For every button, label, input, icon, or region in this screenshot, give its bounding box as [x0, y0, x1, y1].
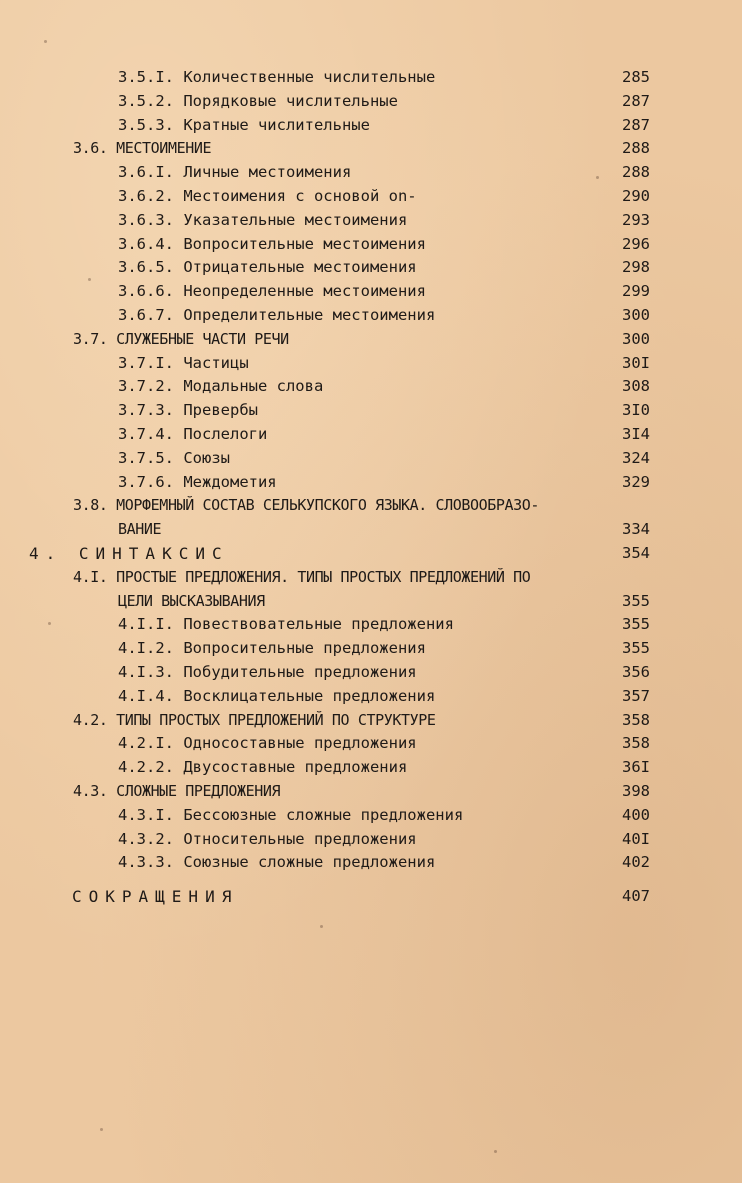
toc-entry-page-number: 356 [622, 662, 650, 681]
toc-entry-page-number: 324 [622, 448, 650, 467]
toc-entry-page-number: 296 [622, 234, 650, 253]
toc-entry-page-number: 334 [622, 520, 650, 539]
toc-entry [0, 447, 742, 471]
toc-entry-page-number: 288 [622, 163, 650, 182]
paper-speck [320, 925, 323, 928]
toc-entry-title: 4.2. ТИПЫ ПРОСТЫХ ПРЕДЛОЖЕНИЙ ПО СТРУКТУРЕ [73, 710, 436, 729]
toc-entry-page-number: 293 [622, 210, 650, 229]
toc-entry-page-number: 298 [622, 258, 650, 277]
toc-entry-page-number: 287 [622, 91, 650, 110]
toc-entry-page-number: 300 [622, 329, 650, 348]
toc-entry [0, 137, 742, 161]
toc-entry-title: 3.6.7. Определительные местоимения [118, 305, 436, 324]
paper-speck [88, 278, 91, 281]
toc-entry-title: 4.3. СЛОЖНЫЕ ПРЕДЛОЖЕНИЯ [73, 781, 281, 800]
toc-entry [0, 851, 742, 875]
toc-entry-title: 3.6.I. Личные местоимения [118, 163, 352, 182]
toc-entry [0, 185, 742, 209]
toc-entry-page-number: 357 [622, 686, 650, 705]
toc-entry-page-number: 287 [622, 115, 650, 134]
toc-entry [0, 209, 742, 233]
toc-entry [0, 161, 742, 185]
toc-entry-page-number: 30I [622, 353, 650, 372]
toc-entry [0, 780, 742, 804]
paper-speck [596, 176, 599, 179]
toc-entry-page-number: 36I [622, 758, 650, 777]
toc-entry-page-number: 329 [622, 472, 650, 491]
toc-entry [0, 280, 742, 304]
toc-entry-title: СОКРАЩЕНИЯ [72, 887, 239, 907]
toc-entry-title: 3.5.2. Порядковые числительные [118, 91, 398, 110]
toc-entry-page-number: 3I0 [622, 401, 650, 420]
toc-entry-page-number: 355 [622, 639, 650, 658]
toc-entry-title: 3.7.6. Междометия [118, 472, 277, 491]
toc-entry [0, 709, 742, 733]
paper-speck [494, 1150, 497, 1153]
toc-entry-page-number: 402 [622, 853, 650, 872]
paper-speck [100, 1128, 103, 1131]
toc-entry-page-number: 285 [622, 68, 650, 86]
toc-entry-page-number: 398 [622, 781, 650, 800]
toc-entry-title: 4.I.4. Восклицательные предложения [118, 686, 436, 705]
toc-entry [0, 613, 742, 637]
toc-entry-title: 3.7.I. Частицы [118, 353, 249, 372]
toc-entry-title: 3.6. МЕСТОИМЕНИЕ [73, 139, 212, 158]
toc-entry-page-number: 288 [622, 139, 650, 158]
toc-entry-title: 4.I.I. Повествовательные предложения [118, 615, 454, 634]
toc-entry-title: 3.6.5. Отрицательные местоимения [118, 258, 417, 277]
toc-entry [0, 518, 742, 542]
toc-entry-page-number: 355 [622, 615, 650, 634]
toc-entry [0, 661, 742, 685]
toc-entry-title: 3.7. СЛУЖЕБНЫЕ ЧАСТИ РЕЧИ [73, 329, 289, 348]
toc-entry-page-number: 40I [622, 829, 650, 848]
toc-entry [0, 114, 742, 138]
toc-entry-page-number: 354 [622, 543, 650, 562]
toc-entry-page-number: 3I4 [622, 424, 650, 443]
toc-entry-title: 4.2.I. Односоставные предложения [118, 734, 417, 753]
toc-entry [0, 732, 742, 756]
toc-entry [0, 542, 742, 566]
toc-entry [0, 66, 742, 90]
toc-entry [0, 494, 742, 518]
toc-entry-page-number: 355 [622, 591, 650, 610]
toc-entry [0, 828, 742, 852]
toc-entry-title: 3.7.2. Модальные слова [118, 377, 324, 396]
toc-entry [0, 304, 742, 328]
toc-entry [0, 375, 742, 399]
toc-entry [0, 233, 742, 257]
toc-entry [0, 685, 742, 709]
toc-entry-page-number: 299 [622, 282, 650, 301]
paper-speck [48, 622, 51, 625]
toc-entry-title: 3.7.3. Превербы [118, 401, 258, 420]
toc-entry-title: 3.7.4. Послелоги [118, 424, 268, 443]
toc-entry-page-number: 400 [622, 805, 650, 824]
toc-entry [0, 471, 742, 495]
toc-entry-page-number: 290 [622, 186, 650, 205]
toc-entry-page-number: 358 [622, 710, 650, 729]
toc-entry [0, 352, 742, 376]
toc-entry-page-number: 308 [622, 377, 650, 396]
toc-entry [0, 423, 742, 447]
toc-entry-title: 4.3.I. Бессоюзные сложные предложения [118, 805, 464, 824]
toc-entry-title: 3.7.5. Союзы [118, 448, 230, 467]
toc-entry [0, 804, 742, 828]
toc-entry-title: 3.5.I. Количественные числительные [118, 68, 436, 86]
toc-entry-title: 4.3.3. Союзные сложные предложения [118, 853, 436, 872]
toc-entry [0, 328, 742, 352]
toc-spacer [0, 875, 742, 885]
toc-entry-title: 4.I.3. Побудительные предложения [118, 662, 417, 681]
toc-entry-title: 3.8. МОРФЕМНЫЙ СОСТАВ СЕЛЬКУПСКОГО ЯЗЫКА. СЛОВООБРАЗО- [73, 496, 540, 515]
toc-entry [0, 399, 742, 423]
toc-entry-title: 4. СИНТАКСИС [29, 543, 229, 563]
toc-entry-page-number: 358 [622, 734, 650, 753]
toc-entry [0, 566, 742, 590]
toc-entry [0, 756, 742, 780]
toc-entry-title: 3.5.3. Кратные числительные [118, 115, 370, 134]
toc-entry-title: 4.I.2. Вопросительные предложения [118, 639, 426, 658]
toc-entry-title: ЦЕЛИ ВЫСКАЗЫВАНИЯ [118, 591, 265, 610]
table-of-contents [0, 66, 742, 909]
toc-entry [0, 90, 742, 114]
paper-speck [44, 40, 47, 43]
toc-entry [0, 256, 742, 280]
toc-entry-title: 3.6.4. Вопросительные местоимения [118, 234, 426, 253]
toc-entry [0, 590, 742, 614]
toc-entry-abbreviations [0, 885, 742, 909]
toc-entry-page-number: 407 [622, 887, 650, 906]
toc-entry-title: 4.3.2. Относительные предложения [118, 829, 417, 848]
toc-entry-title: 3.6.3. Указательные местоимения [118, 210, 408, 229]
toc-entry-title: ВАНИЕ [118, 520, 162, 539]
toc-entry-title: 3.6.6. Неопределенные местоимения [118, 282, 426, 301]
toc-entry-page-number: 300 [622, 305, 650, 324]
toc-entry [0, 637, 742, 661]
toc-entry-title: 4.I. ПРОСТЫЕ ПРЕДЛОЖЕНИЯ. ТИПЫ ПРОСТЫХ ПРЕДЛОЖЕНИЙ ПО [73, 567, 531, 586]
toc-entry-title: 3.6.2. Местоимения с основой on- [118, 186, 417, 205]
toc-entry-title: 4.2.2. Двусоставные предложения [118, 758, 408, 777]
